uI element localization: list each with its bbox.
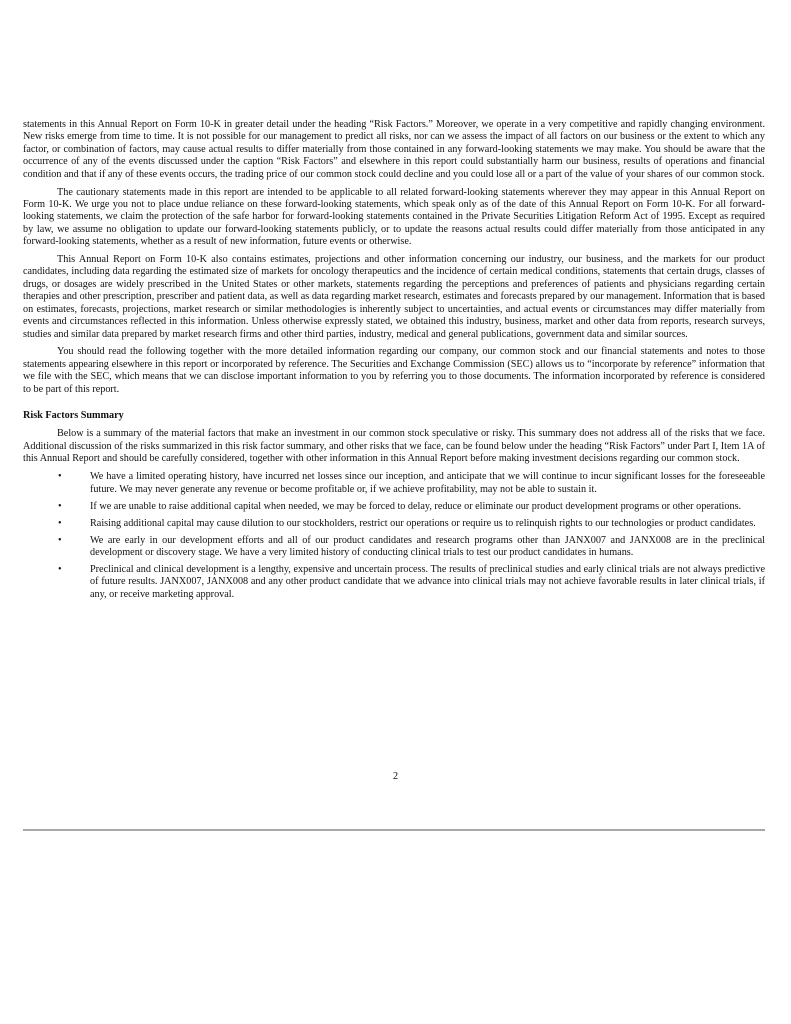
risk-bullet-list bbox=[23, 471, 765, 601]
list-item bbox=[23, 471, 765, 496]
page-divider bbox=[23, 829, 765, 831]
list-item-text: Preclinical and clinical development is a lengthy, expensive and uncertain process. The results of preclinical studies and early clinical trials are not always predictive of future results. JANX007, JANX008 and any other product candidate that we advance into clinical trials may not achieve favorable results in later clinical trials, if any, or receive marketing approval. bbox=[90, 563, 765, 600]
bullet-marker: • bbox=[58, 563, 62, 575]
list-item bbox=[23, 564, 765, 601]
list-item-text: If we are unable to raise additional capital when needed, we may be forced to delay, reduce or eliminate our product development programs or other operations. bbox=[90, 500, 742, 512]
bullet-marker: • bbox=[58, 471, 62, 483]
paragraph-cautionary-statements: The cautionary statements made in this report are intended to be applicable to all related forward-looking statements wherever they may appear in this Annual Report on Form 10-K. We urge you not to place undue reliance on these forward-looking statements, which speak only as of the date of this Annual Report on Form 10-K. For all forward-looking statements, we claim the protection of the safe harbor for forward-looking statements contained in the Private Securities Litigation Reform Act of 1995. Except as required by law, we assume no obligation to update our forward-looking statements publicly, or to update the reasons actual results could differ materially from those anticipated in any forward-looking statements, whether as a result of new information, future events or otherwise. bbox=[23, 186, 765, 248]
bullet-marker: • bbox=[58, 517, 62, 529]
paragraph-market-data: This Annual Report on Form 10-K also contains estimates, projections and other information concerning our industry, our business, and the markets for our product candidates, including data regarding the estimated size of markets for oncology therapeutics and the incidence of certain medical conditions, statements that certain drugs, classes of drugs, or dosages are widely prescribed in the United States or other markets, statements regarding the perceptions and preferences of patients and physicians regarding certain therapies and other prescription, prescriber and patient data, as well as data regarding market research, estimates and forecasts prepared by our management. Information that is based on estimates, forecasts, projections, market research or similar methodologies is inherently subject to uncertainties, and actual events or circumstances may differ materially from events and circumstances reflected in this information. Unless otherwise expressly stated, we obtained this industry, business, market and other data from reports, research surveys, studies and similar data prepared by market research firms and other third parties, industry, medical and general publications, government data and similar sources. bbox=[23, 254, 765, 340]
list-item bbox=[23, 518, 765, 530]
list-item-text: Raising additional capital may cause dilution to our stockholders, restrict our operations or require us to relinquish rights to our technologies or product candidates. bbox=[90, 517, 756, 529]
risk-summary-intro: Below is a summary of the material factors that make an investment in our common stock speculative or risky. This summary does not address all of the risks that we face. Additional discussion of the risks summarized in this risk factor summary, and other risks that we face, can be found below under the heading “Risk Factors” under Part I, Item 1A of this Annual Report and should be carefully considered, together with other information in this Annual Report before making investment decisions regarding our common stock. bbox=[23, 428, 765, 465]
list-item bbox=[23, 501, 765, 513]
page-number: 2 bbox=[392, 771, 399, 782]
bullet-marker: • bbox=[58, 534, 62, 546]
list-item bbox=[23, 535, 765, 560]
bullet-marker: • bbox=[58, 500, 62, 512]
section-heading-risk-factors-summary: Risk Factors Summary bbox=[23, 410, 124, 422]
document-page bbox=[23, 119, 765, 606]
paragraph-continuation: statements in this Annual Report on Form 10-K in greater detail under the heading “Risk Factors.” Moreover, we operate in a very competitive and rapidly changing environment. New risks emerge from time to time. It is not possible for our management to predict all risks, nor can we assess the impact of all factors on our business or the extent to which any factor, or combination of factors, may cause actual results to differ materially from those contained in any forward-looking statements we may make. You should be aware that the occurrence of any of the events discussed under the caption “Risk Factors” and elsewhere in this report could substantially harm our business, results of operations and financial condition and that if any of these events occurs, the trading price of our common stock could decline and you could lose all or a part of the value of your shares of our common stock. bbox=[23, 119, 765, 180]
list-item-text: We are early in our development efforts and all of our product candidates and research programs other than JANX007 and JANX008 are in the preclinical development or discovery stage. We have a very limited history of conducting clinical trials to test our product candidates in humans. bbox=[90, 534, 765, 558]
paragraph-incorporation-by-reference: You should read the following together with the more detailed information regarding our company, our common stock and our financial statements and notes to those statements appearing elsewhere in this report or incorporated by reference. The Securities and Exchange Commission (SEC) allows us to “incorporate by reference” information that we file with the SEC, which means that we can disclose important information to you by referring you to those documents. The information incorporated by reference is considered to be part of this report. bbox=[23, 346, 765, 395]
list-item-text: We have a limited operating history, have incurred net losses since our inception, and anticipate that we will continue to incur significant losses for the foreseeable future. We may never generate any revenue or become profitable or, if we achieve profitability, may not be able to sustain it. bbox=[90, 471, 765, 495]
